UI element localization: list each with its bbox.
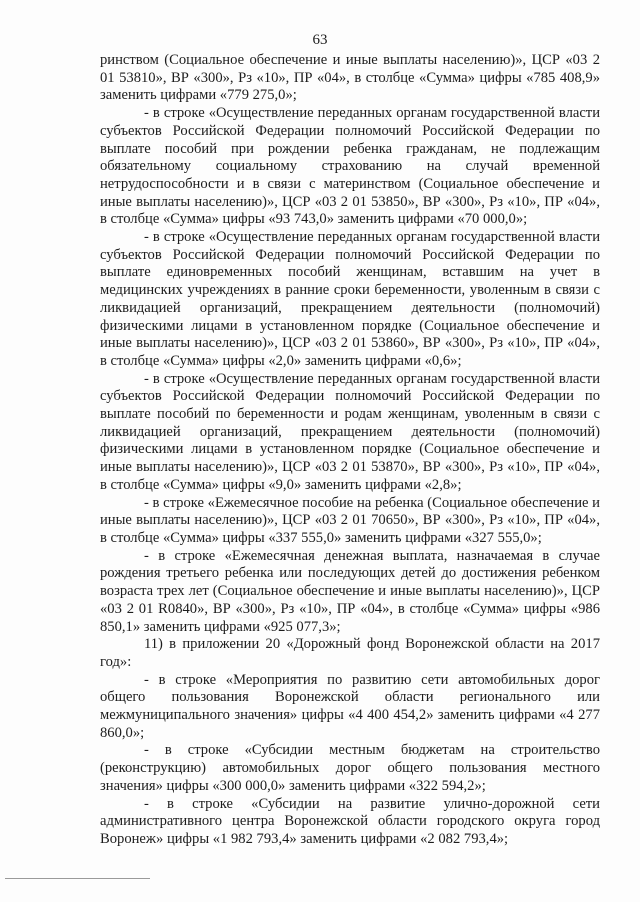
footer-divider <box>5 878 150 879</box>
page-number: 63 <box>312 32 328 48</box>
paragraph-maternity-benefit: - в строке «Осуществление переданных органам государственной власти субъектов Российской Федерации полномочий Российской Федерации по выплате пособий по беременности и родам женщинам, уволенным в связи с ликвидацией организаций, прекращением деятельности (полномочий) физическими лицами в установленном порядке (Социальное обеспечение и иные выплаты населению)», ЦСР «03 2 01 53870», ВР «300», Рз «10», ПР «04», в столбце «Сумма» цифры «9,0» заменить цифрами «2,8»; <box>100 370 600 493</box>
paragraph-monthly-child-benefit: - в строке «Ежемесячное пособие на ребенка (Социальное обеспечение и иные выплаты населению)», ЦСР «03 2 01 70650», ВР «300», Рз «10», ПР «04», в столбце «Сумма» цифры «337 555,0» заменить цифрами «327 555,0»; <box>100 494 600 546</box>
document-body <box>100 52 600 849</box>
paragraph-birth-benefit: - в строке «Осуществление переданных органам государственной власти субъектов Российской Федерации полномочий Российской Федерации по выплате пособий при рождении ребенка гражданам, не подлежащим обязательному социальному страхованию на случай временной нетрудоспособности и в связи с материнством (Социальное обеспечение и иные выплаты населению)», ЦСР «03 2 01 53850», ВР «300», Рз «10», ПР «04», в столбце «Сумма» цифры «93 743,0» заменить цифрами «70 000,0»; <box>100 105 600 228</box>
paragraph-local-road-subsidies: - в строке «Субсидии местным бюджетам на строительство (реконструкцию) автомобильных дорог общего пользования местного значения» цифры «300 000,0» заменить цифрами «322 594,2»; <box>100 742 600 794</box>
paragraph-continuation: ринством (Социальное обеспечение и иные выплаты населению)», ЦСР «03 2 01 53810», ВР «300», Рз «10», ПР «04», в столбце «Сумма» цифры «785 408,9» заменить цифрами «779 275,0»; <box>100 52 600 104</box>
paragraph-third-child-payment: - в строке «Ежемесячная денежная выплата, назначаемая в случае рождения третьего ребенка или последующих детей до достижения ребенком возраста трех лет (Социальное обеспечение и иные выплаты населению)», ЦСР «03 2 01 R0840», ВР «300», Рз «10», ПР «04», в столбце «Сумма» цифры «986 850,1» заменить цифрами «925 077,3»; <box>100 547 600 635</box>
paragraph-lump-sum-benefit: - в строке «Осуществление переданных органам государственной власти субъектов Российской Федерации полномочий Российской Федерации по выплате единовременных пособий женщинам, вставшим на учет в медицинских учреждениях в ранние сроки беременности, уволенным в связи с ликвидацией организаций, прекращением деятельности (полномочий) физическими лицами в установленном порядке (Социальное обеспечение и иные выплаты населению)», ЦСР «03 2 01 53860», ВР «300», Рз «10», ПР «04», в столбце «Сумма» цифры «2,0» заменить цифрами «0,6»; <box>100 229 600 369</box>
paragraph-road-network: - в строке «Мероприятия по развитию сети автомобильных дорог общего пользования Воронежской области регионального или межмуниципального значения» цифры «4 400 454,2» заменить цифрами «4 277 860,0»; <box>100 671 600 741</box>
paragraph-appendix-20-heading: 11) в приложении 20 «Дорожный фонд Воронежской области на 2017 год»: <box>100 636 600 670</box>
paragraph-voronezh-street-network: - в строке «Субсидии на развитие улично-дорожной сети административного центра Воронежской области городского округа город Воронеж» цифры «1 982 793,4» заменить цифрами «2 082 793,4»; <box>100 795 600 847</box>
